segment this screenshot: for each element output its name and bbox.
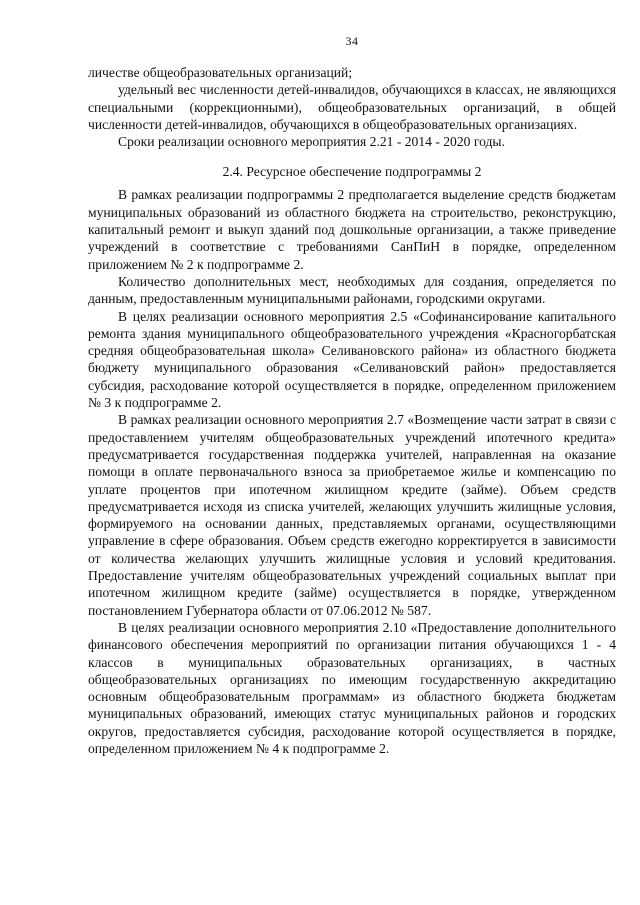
- paragraph-measure-2-10: В целях реализации основного мероприятия 2.10 «Предоставление дополнительного финансового обеспечения мероприятий по организации питания обучающихся 1 - 4 классов в муниципальных образовательных организациях, в частных общеобразовательных организациях по имеющим государственную аккредитацию основным общеобразовательным программам» из областного бюджета бюджетам муниципальных образований, имеющих статус муниципальных районов и городских округов, предоставляется субсидия, расходование которой осуществляется в порядке, определенном приложением № 4 к подпрограмме 2.: [88, 619, 616, 756]
- paragraph-measure-2-7: В рамках реализации основного мероприятия 2.7 «Возмещение части затрат в связи с предоставлением учителям общеобразовательных учреждений ипотечного кредита» предусматривается государственная поддержка учителей, направленная на оказание помощи в оплате первоначального взноса за приобретаемое жилье и компенсацию по уплате процентов при ипотечном жилищном кредите (займе). Объем средств предусматривается исходя из списка учителей, желающих улучшить жилищные условия, формируемого на основании данных, представляемых органами, осуществляющими управление в сфере образования. Объем средств ежегодно корректируется в зависимости от количества желающих улучшить жилищные условия и условий кредитования. Предоставление учителям общеобразовательных учреждений социальных выплат при ипотечном жилищном кредите (займе) осуществляется в порядке, утвержденном постановлением Губернатора области от 07.06.2012 № 587.: [88, 412, 616, 618]
- paragraph-continuation: личестве общеобразовательных организаций;: [88, 65, 353, 80]
- paragraph-funding: В рамках реализации подпрограммы 2 предполагается выделение средств бюджетам муниципальных образований из областного бюджета на строительство, реконструкцию, капитальный ремонт и выкуп зданий под дошкольные организации, а также приведение учреждений в соответствие с требованиями СанПиН в порядке, определенном приложением № 2 к подпрограмме 2.: [88, 187, 616, 272]
- section-heading: 2.4. Ресурсное обеспечение подпрограммы 2: [222, 164, 482, 180]
- paragraph-deadlines: Сроки реализации основного мероприятия 2.21 - 2014 - 2020 годы.: [118, 134, 505, 150]
- paragraph-measure-2-5: В целях реализации основного мероприятия 2.5 «Софинансирование капитального ремонта здания муниципального общеобразовательного учреждения «Красногорбатская средняя общеобразовательная школа» Селивановского района» из областного бюджета бюджету муниципального образования «Селивановский район» предоставляется субсидия, расходование которой осуществляется в порядке, определенном приложением № 3 к подпрограмме 2.: [88, 308, 616, 411]
- page-number: 34: [345, 34, 359, 48]
- paragraph-indicator: удельный вес численности детей-инвалидов, обучающихся в классах, не являющихся специальными (коррекционными), общеобразовательных организаций, в общей численности детей-инвалидов, обучающихся в общеобразовательных организациях.: [88, 82, 616, 132]
- paragraph-places: Количество дополнительных мест, необходимых для создания, определяется по данным, предоставленным муниципальными районами, городскими округами.: [88, 273, 616, 307]
